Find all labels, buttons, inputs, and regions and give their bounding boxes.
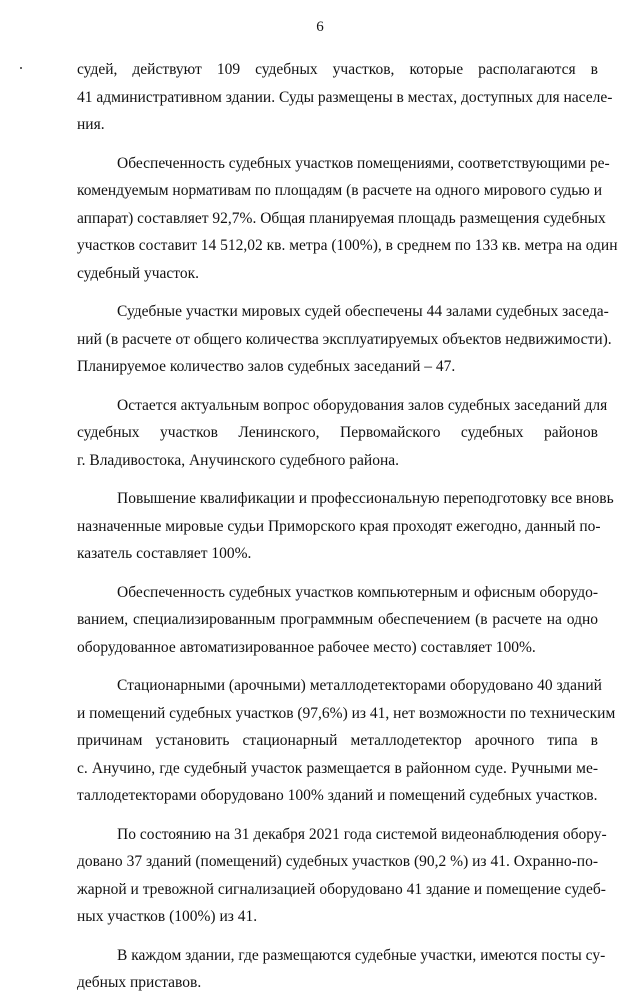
text-line: оборудованное автоматизированное рабочее место) составляет 100%. (77, 638, 536, 656)
text-line: таллодетекторами оборудовано 100% зданий и помещений судебных участков. (77, 787, 598, 804)
paragraph-hall-equipment (77, 392, 608, 475)
text-line: дебных приставов. (77, 974, 202, 991)
paragraph-computer-equipment (77, 579, 598, 662)
text-line: жарной и тревожной сигнализацией оборудовано 41 здание и помещение судеб- (77, 880, 606, 898)
text-line: ний (в расчете от общего количества эксплуатируемых объектов недвижимости). (77, 330, 612, 348)
paragraph-video-surveillance (77, 821, 607, 931)
paragraph-metal-detectors (77, 672, 616, 810)
text-line: ванием, специализированным программным обеспечением (в расчете на одно (77, 611, 598, 628)
text-line: В каждом здании, где размещаются судебные участки, имеются посты су- (117, 946, 606, 964)
paragraph-premises-provision (77, 150, 618, 288)
text-line: с. Анучино, где судебный участок размещается в районном суде. Ручными ме- (77, 759, 598, 777)
text-line: г. Владивостока, Анучинского судебного района. (77, 451, 400, 469)
text-line: казатель составляет 100%. (77, 545, 252, 562)
text-line: Повышение квалификации и профессиональную переподготовку все вновь (117, 490, 614, 507)
text-line: судебных участков Ленинского, Первомайского судебных районов (77, 424, 598, 441)
text-line: Обеспеченность судебных участков помещениями, соответствующими ре- (117, 154, 610, 172)
text-line: ных участков (100%) из 41. (77, 908, 258, 925)
text-line: назначенные мировые судьи Приморского края проходят ежегодно, данный по- (77, 517, 601, 535)
text-line: Обеспеченность судебных участков компьютерным и офисным оборудо- (117, 583, 598, 601)
text-line: Стационарными (арочными) металлодетекторами оборудовано 40 зданий (117, 677, 602, 694)
text-line: и помещений судебных участков (97,6%) из 41, нет возможности по техническим (77, 704, 616, 722)
text-line: причинам установить стационарный металлодетектор арочного типа в (77, 732, 598, 749)
text-line: 41 административном здании. Суды размещены в местах, доступных для населе- (77, 88, 613, 106)
text-line: аппарат) составляет 92,7%. Общая планируемая площадь размещения судебных (77, 209, 606, 227)
text-line: комендуемым нормативам по площадям (в расчете на одного мирового судью и (77, 182, 603, 199)
text-line: Судебные участки мировых судей обеспечены 44 залами судебных заседа- (117, 303, 609, 320)
document-body (77, 56, 618, 1008)
text-line: Планируемое количество залов судебных заседаний – 47. (77, 358, 456, 375)
text-line: судей, действуют 109 судебных участков, которые располагаются в (77, 61, 598, 78)
scan-speck (20, 67, 22, 69)
paragraph-court-halls (77, 298, 612, 381)
text-line: участков составит 14 512,02 кв. метра (100%), в среднем по 133 кв. метра на один (77, 237, 618, 254)
paragraph-bailiff-posts (77, 942, 606, 997)
text-line: судебный участок. (77, 264, 200, 282)
text-line: Остается актуальным вопрос оборудования залов судебных заседаний для (117, 396, 608, 414)
text-line: ния. (77, 116, 105, 133)
paragraph-judicial-sites (77, 56, 613, 139)
text-line: По состоянию на 31 декабря 2021 года системой видеонаблюдения обору- (117, 825, 607, 843)
page-number: 6 (316, 19, 324, 35)
paragraph-qualification (77, 485, 614, 568)
text-line: довано 37 зданий (помещений) судебных участков (90,2 %) из 41. Охранно-по- (77, 853, 598, 870)
